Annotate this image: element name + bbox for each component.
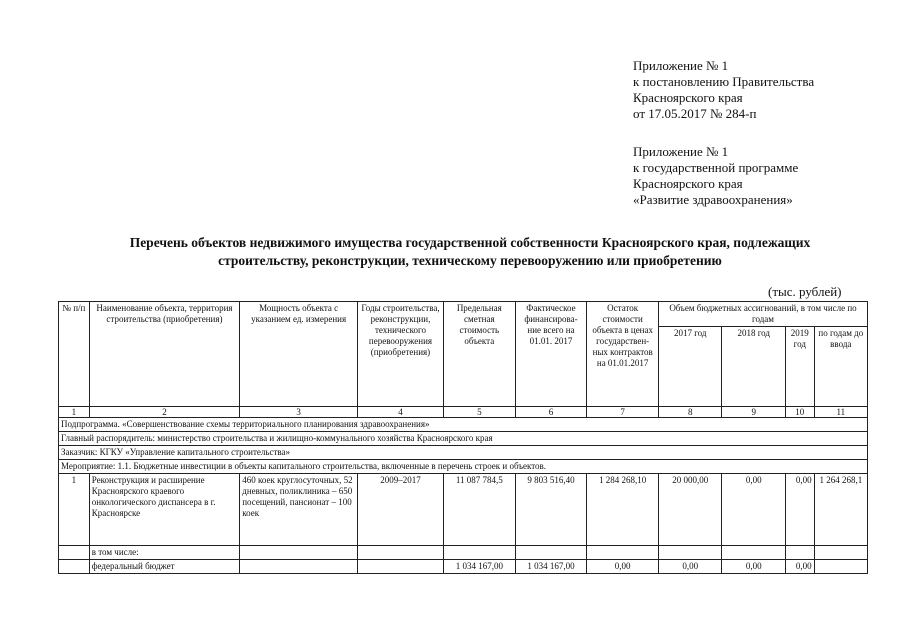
appendix-line: к государственной программе: [633, 160, 799, 175]
including-label: в том числе:: [89, 546, 240, 560]
object-name: Реконструкция и расширение Красноярского краевого онкологического диспансера в г. Красноярске: [89, 474, 240, 546]
header-budget-group: Объем бюджетных ассигнований, в том числе по годам: [659, 302, 868, 327]
object-remain: 1 284 268,10: [587, 474, 659, 546]
table-row: [59, 560, 868, 574]
appendix-line: Приложение № 1: [633, 58, 729, 73]
header-name: Наименование объекта, территория строительства (приобретения): [89, 302, 240, 407]
fed-2018: 0,00: [722, 560, 785, 574]
row-num: 1: [59, 474, 90, 546]
col-number: 6: [515, 407, 587, 418]
manager-row: [59, 432, 868, 446]
header-2018: 2018 год: [722, 327, 785, 407]
col-number: 3: [240, 407, 358, 418]
header-row: [59, 302, 868, 327]
header-capacity: Мощность объекта с указанием ед. измерения: [240, 302, 358, 407]
header-2017: 2017 год: [659, 327, 722, 407]
header-2019: 2019 год: [785, 327, 814, 407]
object-by-years: 1 264 268,1: [814, 474, 867, 546]
object-2018: 0,00: [722, 474, 785, 546]
col-number: 2: [89, 407, 240, 418]
appendix-line: к постановлению Правительства: [633, 74, 815, 89]
col-number: 9: [722, 407, 785, 418]
document-title: [60, 234, 880, 270]
manager-text: Главный распорядитель: министерство строительства и жилищно-коммунального хозяйства Красноярского края: [59, 432, 868, 446]
appendix-line: «Развитие здравоохранения»: [633, 192, 793, 207]
header-remain: Остаток стоимости объекта в ценах государствен-ных контрактов на 01.01.2017: [587, 302, 659, 407]
object-est-cost: 11 087 784,5: [443, 474, 515, 546]
fed-actual: 1 034 167,00: [515, 560, 587, 574]
table-row: [59, 474, 868, 546]
fed-est-cost: 1 034 167,00: [443, 560, 515, 574]
objects-table: [58, 301, 868, 574]
appendix-line: Красноярского края: [633, 176, 743, 191]
measure-row: [59, 460, 868, 474]
appendix-line: Приложение № 1: [633, 144, 729, 159]
fed-2017: 0,00: [659, 560, 722, 574]
object-2019: 0,00: [785, 474, 814, 546]
col-number: 7: [587, 407, 659, 418]
column-number-row: [59, 407, 868, 418]
title-line: строительству, реконструкции, техническому перевооружению или приобретению: [218, 253, 722, 268]
fed-remain: 0,00: [587, 560, 659, 574]
object-capacity: 460 коек круглосуточных, 52 дневных, поликлиника – 650 посещений, пансионат – 100 коек: [240, 474, 358, 546]
appendix-2-block: [633, 144, 798, 208]
title-line: Перечень объектов недвижимого имущества государственной собственности Красноярского края, подлежащих: [129, 235, 811, 250]
object-2017: 20 000,00: [659, 474, 722, 546]
units-label: (тыс. рублей): [768, 284, 842, 299]
header-est-cost: Предельная сметная стоимость объекта: [443, 302, 515, 407]
header-actual: Фактическое финансирова-ние всего на 01.01. 2017: [515, 302, 587, 407]
table-row: [59, 546, 868, 560]
col-number: 5: [443, 407, 515, 418]
customer-row: [59, 446, 868, 460]
col-number: 11: [814, 407, 867, 418]
col-number: 1: [59, 407, 90, 418]
measure-text: Мероприятие: 1.1. Бюджетные инвестиции в объекты капитального строительства, включенные в перечень строек и объектов.: [59, 460, 868, 474]
col-number: 8: [659, 407, 722, 418]
appendix-line: Красноярского края: [633, 90, 743, 105]
fed-budget-label: федеральный бюджет: [89, 560, 240, 574]
appendix-line: от 17.05.2017 № 284-п: [633, 106, 757, 121]
header-num: № п/п: [59, 302, 90, 407]
col-number: 4: [357, 407, 443, 418]
col-number: 10: [785, 407, 814, 418]
appendix-1-block: [633, 58, 814, 122]
subprogram-text: Подпрограмма. «Совершенствование схемы территориального планирования здравоохранения»: [59, 418, 868, 432]
fed-2019: 0,00: [785, 560, 814, 574]
header-years: Годы строительства, реконструкции, технического перевооружения (приобретения): [357, 302, 443, 407]
subprogram-row: [59, 418, 868, 432]
object-years: 2009–2017: [357, 474, 443, 546]
customer-text: Заказчик: КГКУ «Управление капитального строительства»: [59, 446, 868, 460]
header-by-years: по годам до ввода: [814, 327, 867, 407]
object-actual: 9 803 516,40: [515, 474, 587, 546]
